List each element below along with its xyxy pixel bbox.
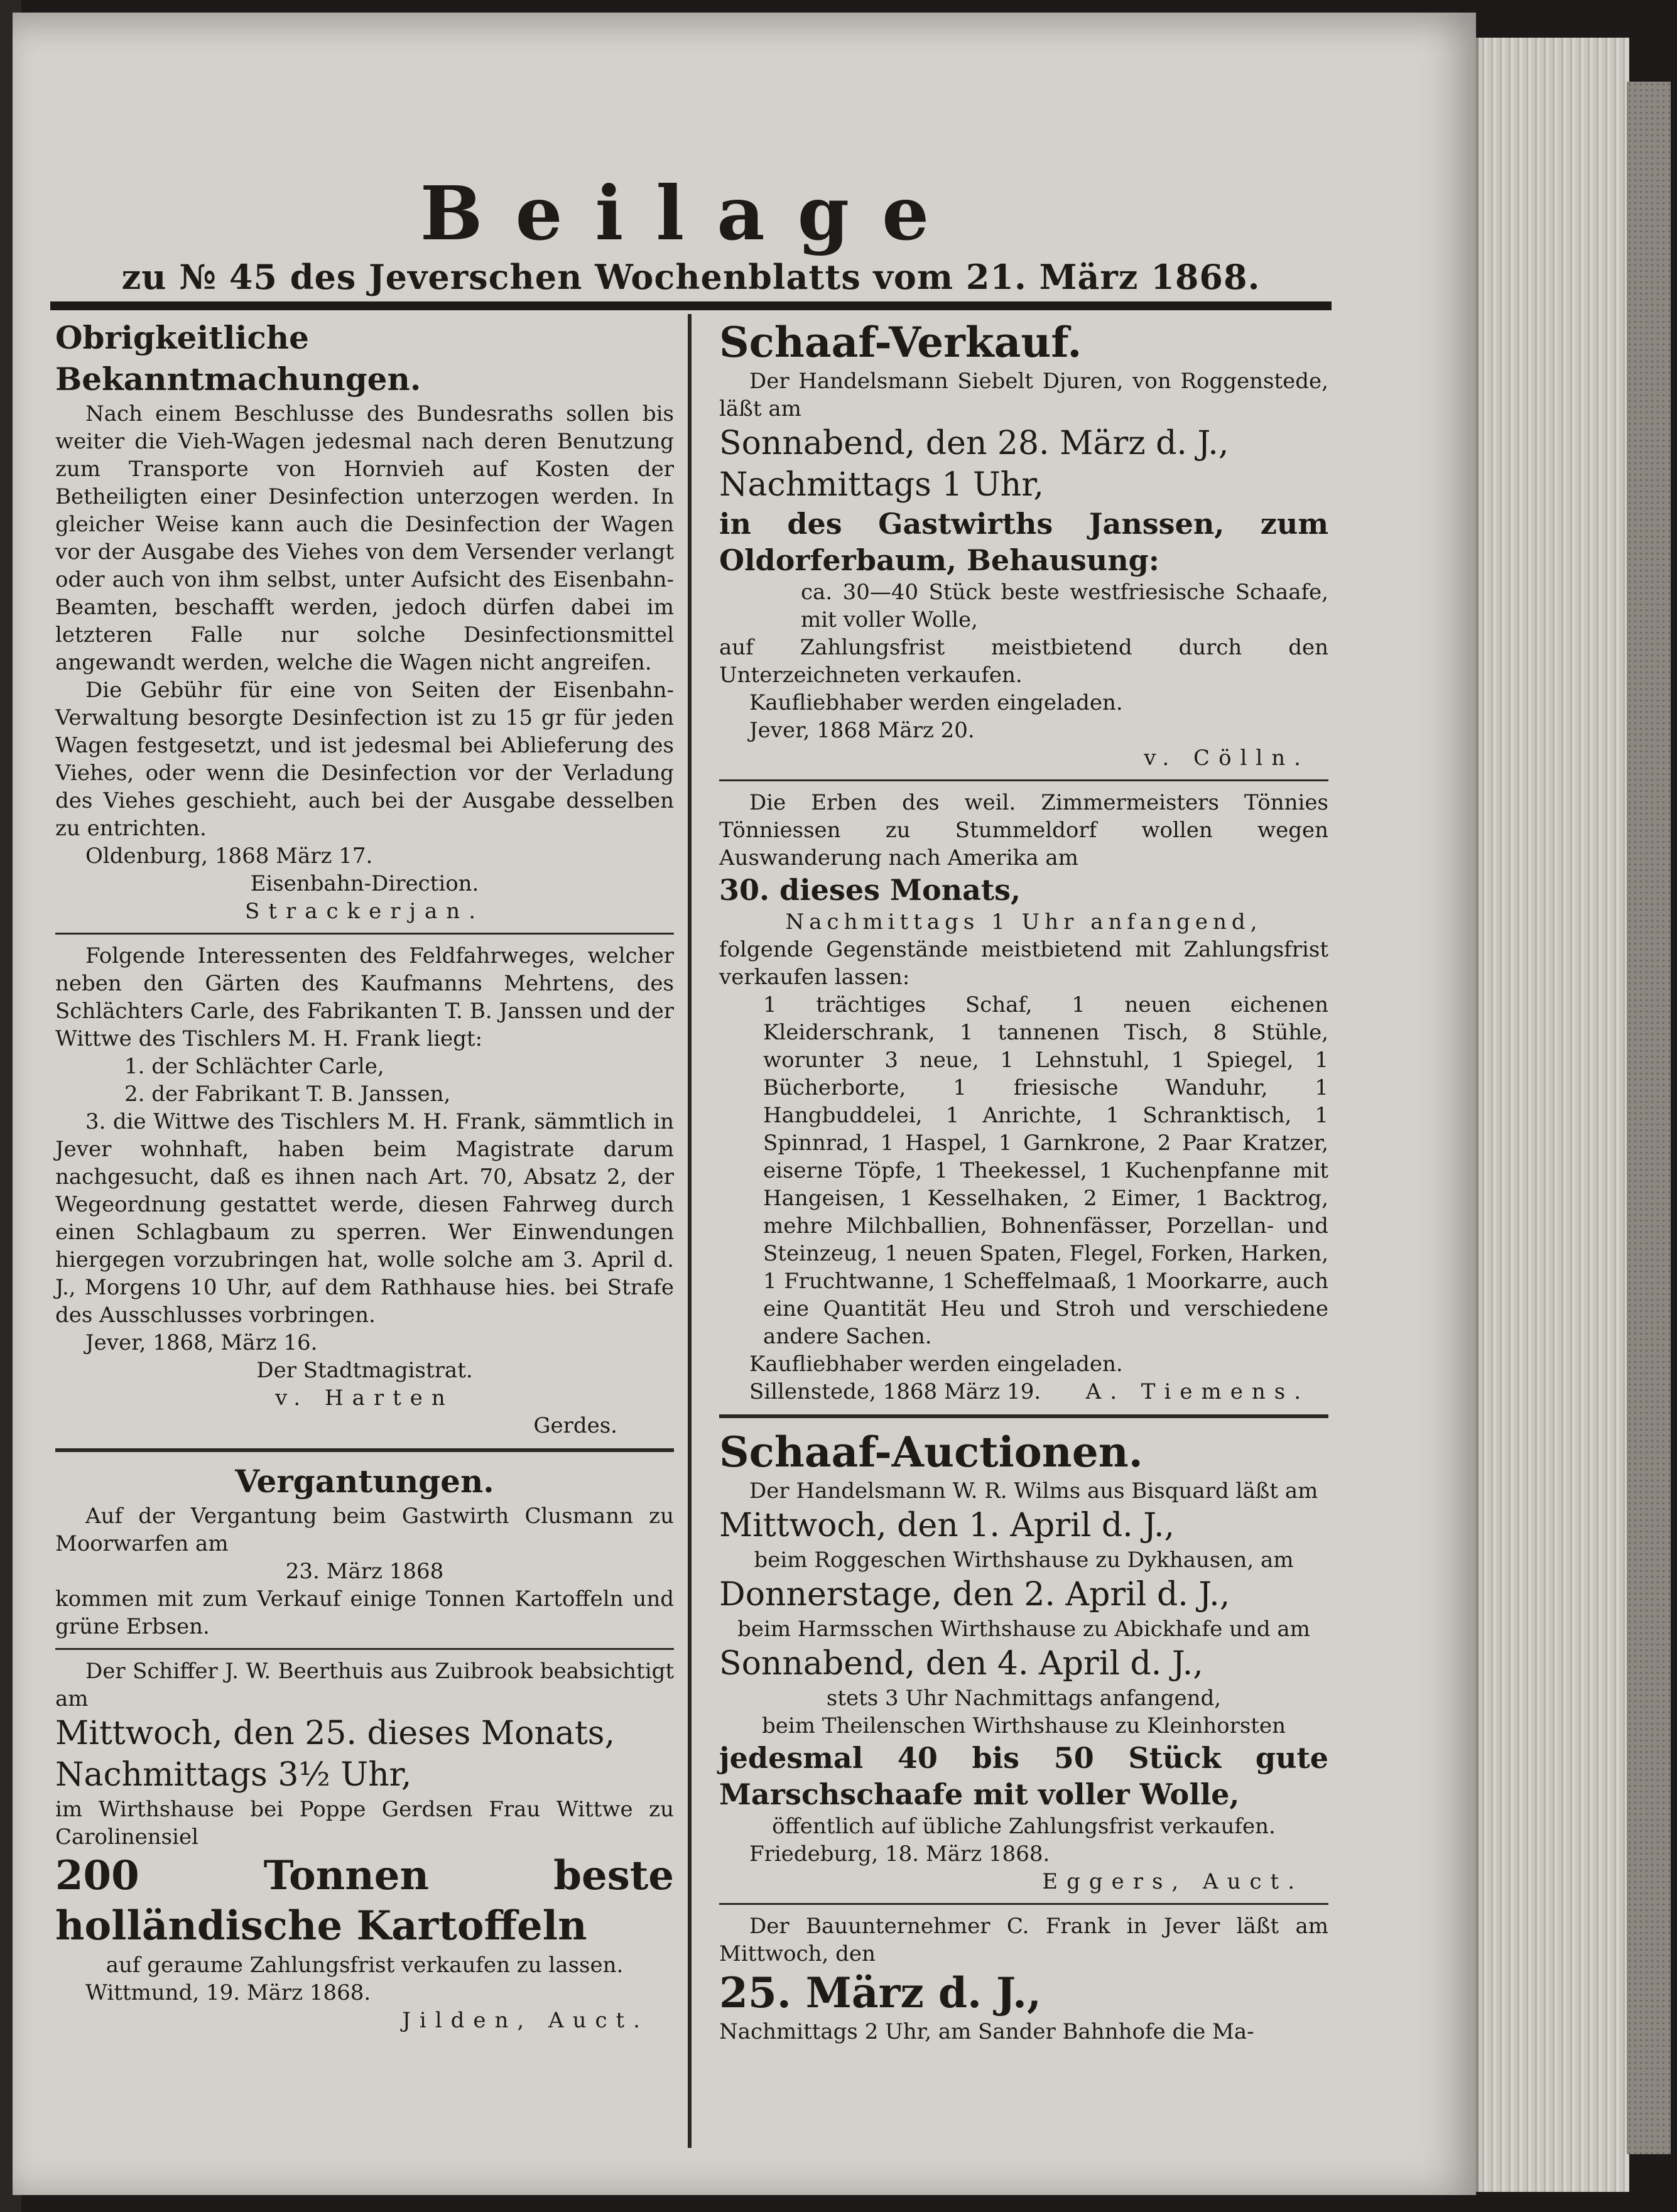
ad-signature: A. Tiemens.	[1085, 1379, 1310, 1404]
ad-title-sheep-sale: Schaaf-Verkauf.	[719, 318, 1082, 367]
ad-headline: Mittwoch, den 1. April d. J.,	[719, 1507, 1175, 1544]
section-heading-auctions: Vergantungen.	[235, 1463, 494, 1500]
ad-paragraph: auf Zahlungsfrist meistbietend durch den Unterzeichneten verkaufen.	[719, 635, 1328, 688]
page-subtitle: zu № 45 des Jeverschen Wochenblatts vom 21. März 1868.	[121, 257, 1261, 297]
notice-paragraph: auf geraume Zahlungsfrist verkaufen zu lassen.	[106, 1953, 624, 1978]
ad-item-list: 1 trächtiges Schaf, 1 neuen eichenen Kleiderschrank, 1 tannenen Tisch, 8 Stühle, worunter 3 neue, 1 Lehnstuhl, 1 Spiegel, 1 Bücherborte, 1 friesische Wanduhr, 1 Hangbuddelei, 1 Anrichte, 1 Schranktisch, 1 Spinnrad, 1 Haspel, 1 Garnkrone, 2 Paar Kratzer, eiserne Töpfe, 1 Theekessel, 1 Kuchenpfanne mit Hangeisen, 1 Kesselhaken, 2 Eimer, 1 Backtrog, mehre Milchballien, Bohnenfässer, Porzellan- und Steinzeug, 1 neuen Spaten, Flegel, Forken, Harken, 1 Fruchtwanne, 1 Scheffelmaaß, 1 Moorkarre, auch eine Quantität Heu und Stroh und verschiedene andere Sachen.	[763, 992, 1328, 1349]
ad-paragraph: Die Erben des weil. Zimmermeisters Tönnies Tönniessen zu Stummeldorf wollen wegen Auswanderung nach Amerika am	[719, 790, 1328, 870]
ad-headline: 25. März d. J.,	[719, 1968, 1042, 2017]
ad-headline: Nachmittags 1 Uhr,	[719, 466, 1044, 504]
divider	[55, 933, 674, 935]
column-separator	[688, 314, 692, 2148]
ad-paragraph: beim Harmsschen Wirthshause zu Abickhafe und am	[737, 1617, 1310, 1642]
notice-paragraph: Der Schiffer J. W. Beerthuis aus Zuibrook beabsichtigt am	[55, 1659, 674, 1711]
divider	[719, 779, 1328, 781]
ad-headline: Sonnabend, den 28. März d. J.,	[719, 425, 1229, 462]
ad-headline: Sonnabend, den 4. April d. J.,	[719, 1645, 1203, 1683]
ad-paragraph: öffentlich auf übliche Zahlungsfrist verkaufen.	[772, 1814, 1276, 1839]
ad-paragraph: beim Roggeschen Wirthshause zu Dykhausen, am	[754, 1548, 1294, 1573]
notice-paragraph: Die Gebühr für eine von Seiten der Eisenbahn-Verwaltung besorgte Desinfection ist zu 15 gr für jeden Wagen festgesetzt, und ist jedesmal bei Ablieferung des Viehes, oder wenn die Desinfection vor der Verladung des Viehes geschieht, auch bei der Ausgabe desselben zu entrichten.	[55, 678, 674, 841]
ad-paragraph: Der Handelsmann Siebelt Djuren, von Roggenstede, läßt am	[719, 369, 1328, 421]
notice-paragraph: 3. die Wittwe des Tischlers M. H. Frank, sämmtlich in Jever wohnhaft, haben beim Magistrate darum nachgesucht, daß es ihnen nach Art. 70, Absatz 2, der Wegeordnung gestattet werde, diesen Fahrweg durch einen Schlagbaum zu sperren. Wer Einwendungen hiergegen vorzubringen hat, wolle solche am 3. April d. J., Morgens 10 Uhr, auf dem Rathhause hies. bei Strafe des Ausschlusses vorbringen.	[55, 1109, 674, 1328]
masthead	[50, 170, 1332, 299]
notice-paragraph: im Wirthshause bei Poppe Gerdsen Frau Wittwe zu Carolinensiel	[55, 1797, 674, 1850]
book-cover-edge	[1627, 82, 1671, 2154]
ad-paragraph: ca. 30—40 Stück beste westfriesische Schaafe, mit voller Wolle,	[801, 580, 1328, 632]
ad-paragraph: Nachmittags 2 Uhr, am Sander Bahnhofe die Ma-	[719, 2019, 1254, 2044]
divider	[719, 1414, 1328, 1418]
list-item: 1. der Schlächter Carle,	[124, 1054, 384, 1079]
ad-headline: 200 Tonnen beste holländische Kartoffeln	[55, 1852, 674, 1949]
notice-signature: Gerdes.	[533, 1413, 617, 1438]
divider	[55, 1448, 674, 1452]
right-column	[719, 317, 1328, 2046]
notice-signature: Eisenbahn-Direction.	[250, 871, 479, 896]
ad-place-date: Friedeburg, 18. März 1868.	[749, 1841, 1050, 1867]
ad-place-date: Jever, 1868 März 20.	[749, 718, 975, 743]
notice-place-date: Wittmund, 19. März 1868.	[85, 1980, 371, 2005]
notice-signature: Strackerjan.	[244, 899, 484, 924]
ad-paragraph: Kaufliebhaber werden eingeladen.	[749, 1352, 1123, 1377]
list-item: 2. der Fabrikant T. B. Janssen,	[124, 1082, 451, 1107]
ad-headline: 30. dieses Monats,	[719, 873, 1021, 907]
ad-paragraph: beim Theilenschen Wirthshause zu Kleinhorsten	[762, 1713, 1286, 1738]
notice-signature: Der Stadtmagistrat.	[256, 1358, 473, 1383]
book-page-edges	[1476, 38, 1629, 2192]
notice-place-date: Oldenburg, 1868 März 17.	[85, 843, 373, 869]
page-title: Beilage	[420, 170, 962, 257]
ad-paragraph: Kaufliebhaber werden eingeladen.	[749, 690, 1123, 715]
ad-headline: Mittwoch, den 25. dieses Monats,	[55, 1715, 615, 1752]
notice-signature: v. Harten	[275, 1385, 454, 1411]
header-rule	[50, 301, 1332, 310]
ad-headline: Nachmittags 1 Uhr anfangend,	[785, 909, 1262, 935]
ad-headline: Nachmittags 3½ Uhr,	[55, 1756, 412, 1794]
ad-headline: in des Gastwirths Janssen, zum Oldorferbaum, Behausung:	[719, 507, 1328, 577]
notice-paragraph: Folgende Interessenten des Feldfahrweges, welcher neben den Gärten des Kaufmanns Mehrtens, des Schlächters Carle, des Fabrikanten T. B. Janssen und der Wittwe des Tischlers M. H. Frank liegt:	[55, 943, 674, 1051]
divider	[719, 1903, 1328, 1905]
ad-paragraph: folgende Gegenstände meistbietend mit Zahlungsfrist verkaufen lassen:	[719, 937, 1328, 990]
ad-paragraph: Der Handelsmann W. R. Wilms aus Bisquard läßt am	[749, 1478, 1318, 1504]
ad-signature: v. Cölln.	[1144, 745, 1310, 771]
ad-headline: Donnerstage, den 2. April d. J.,	[719, 1576, 1230, 1613]
ad-headline: jedesmal 40 bis 50 Stück gute Marschschaafe mit voller Wolle,	[719, 1741, 1328, 1811]
notice-signature: Jilden, Auct.	[402, 2008, 649, 2033]
ad-title-sheep-auctions: Schaaf-Auctionen.	[719, 1428, 1143, 1477]
notice-date: 23. März 1868	[285, 1559, 444, 1584]
notice-paragraph: Nach einem Beschlusse des Bundesraths sollen bis weiter die Vieh-Wagen jedesmal nach deren Benutzung zum Transporte von Hornvieh auf Kosten der Betheiligten einer Desinfection unterzogen werden. In gleicher Weise kann auch die Desinfection der Wagen vor der Ausgabe des Viehes von dem Versender verlangt oder auch von ihm selbst, unter Aufsicht des Eisenbahn-Beamten, beschafft werden, jedoch dürfen dabei im letzteren Falle nur solche Desinfectionsmittel angewandt werden, welche die Wagen nicht angreifen.	[55, 401, 674, 675]
notice-place-date: Jever, 1868, März 16.	[85, 1330, 318, 1355]
ad-place-date: Sillenstede, 1868 März 19.	[749, 1379, 1041, 1404]
left-column	[55, 317, 674, 2034]
section-heading-official: Obrigkeitliche Bekanntmachungen.	[55, 319, 421, 398]
divider	[55, 1648, 674, 1650]
ad-paragraph: stets 3 Uhr Nachmittags anfangend,	[826, 1686, 1222, 1711]
ad-paragraph: Der Bauunternehmer C. Frank in Jever läßt am Mittwoch, den	[719, 1914, 1328, 1966]
ad-signature: Eggers, Auct.	[1042, 1869, 1303, 1894]
notice-paragraph: Auf der Vergantung beim Gastwirth Clusmann zu Moorwarfen am	[55, 1504, 674, 1556]
notice-paragraph: kommen mit zum Verkauf einige Tonnen Kartoffeln und grüne Erbsen.	[55, 1586, 674, 1639]
